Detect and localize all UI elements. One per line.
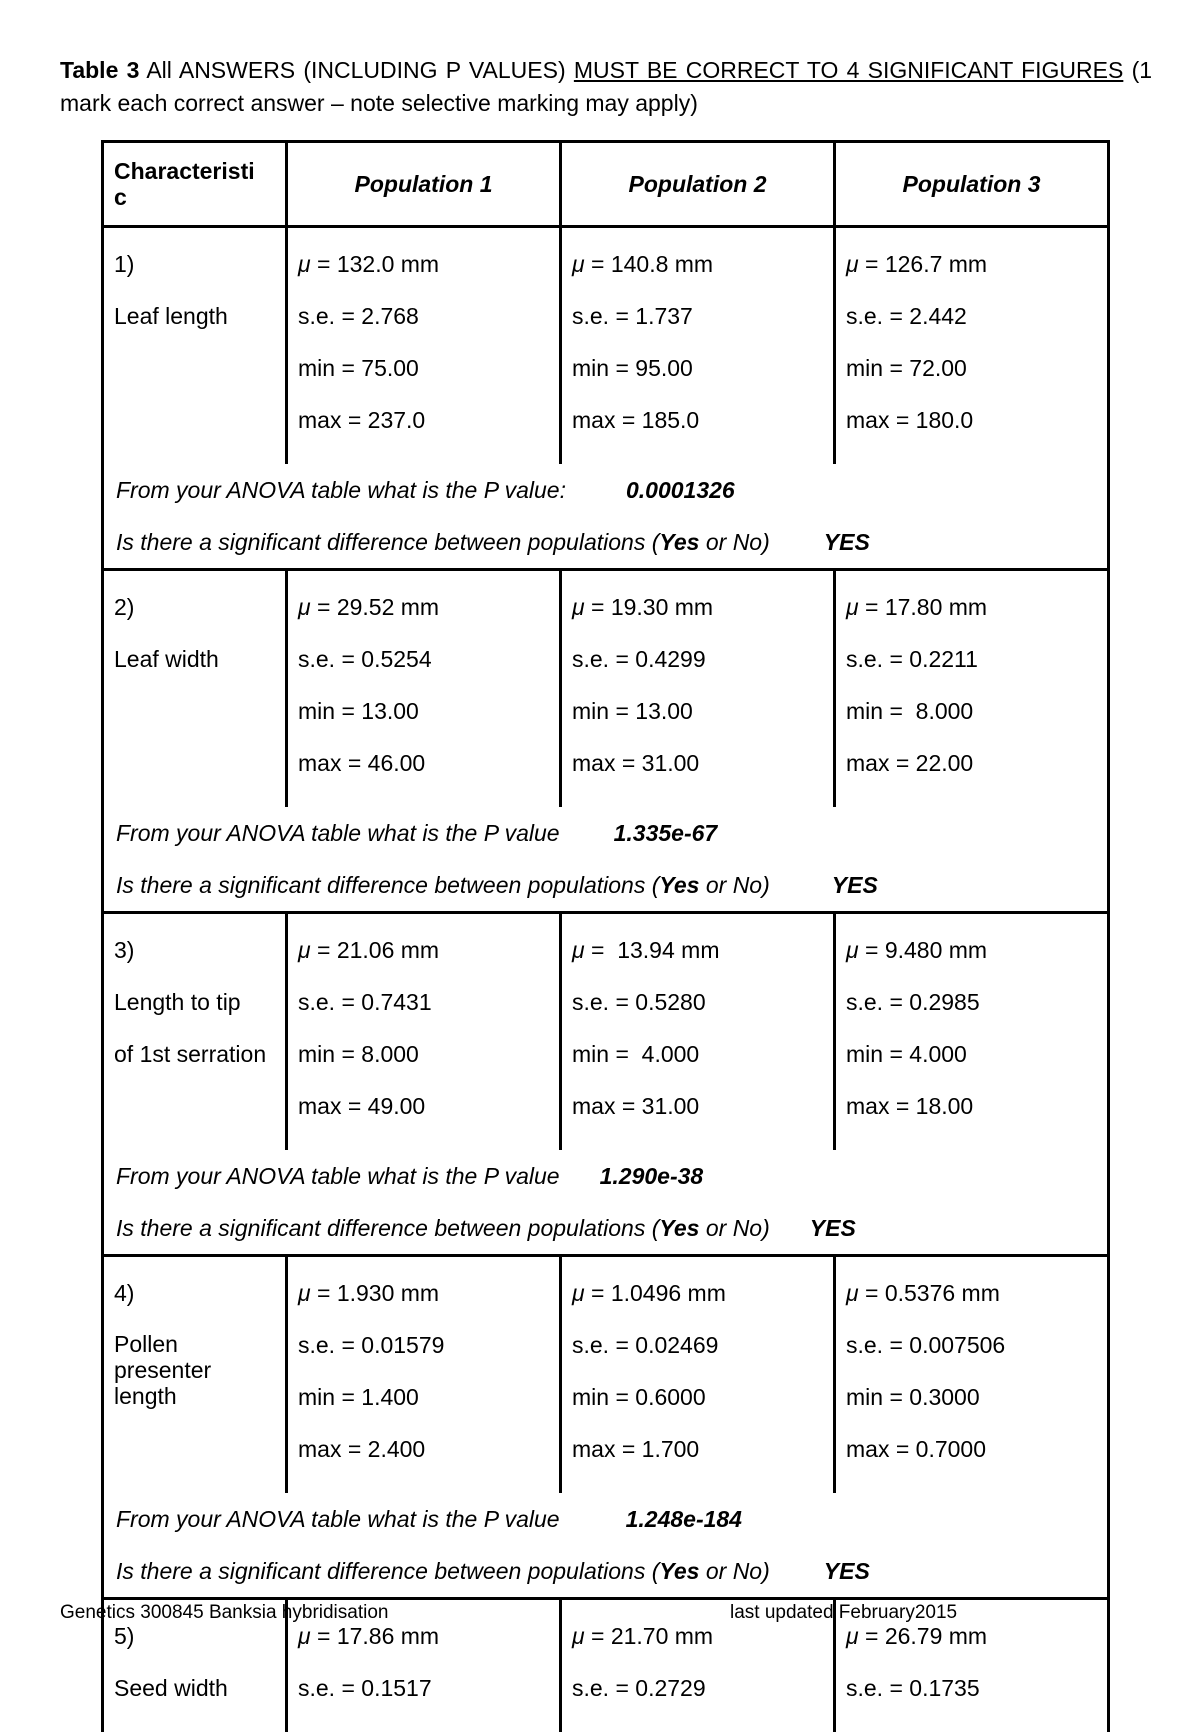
p-value-row bbox=[103, 464, 1109, 516]
mean-value: μ = 1.930 mm bbox=[298, 1279, 549, 1331]
table-row bbox=[103, 570, 1109, 808]
characteristic-cell bbox=[103, 1256, 287, 1494]
significance-question: Is there a significant difference between populations (Yes or No) bbox=[116, 1558, 770, 1584]
mean-value: μ = 21.06 mm bbox=[298, 936, 549, 988]
significance-answer: YES bbox=[824, 1558, 870, 1584]
se-value: s.e. = 0.2985 bbox=[846, 988, 1097, 1040]
characteristic-cell bbox=[103, 913, 287, 1151]
results-table bbox=[101, 140, 1110, 1732]
characteristic-number: 1) bbox=[114, 250, 275, 302]
max-value: max = 31.00 bbox=[572, 1092, 823, 1144]
caption-intro: All ANSWERS (INCLUDING P VALUES) bbox=[139, 57, 573, 83]
mean-value: μ = 140.8 mm bbox=[572, 250, 823, 302]
se-value: s.e. = 1.737 bbox=[572, 302, 823, 354]
characteristic-name-line2: presenter bbox=[114, 1357, 275, 1383]
max-value: max = 46.00 bbox=[298, 749, 549, 801]
characteristic-number: 5) bbox=[114, 1622, 275, 1674]
p-value-question: From your ANOVA table what is the P value bbox=[116, 1163, 560, 1189]
min-value: min = 8.000 bbox=[298, 1040, 549, 1092]
population-3-cell bbox=[835, 1256, 1109, 1494]
characteristic-name: Seed width bbox=[114, 1674, 275, 1726]
p-value-row bbox=[103, 1150, 1109, 1202]
mean-value: μ = 17.86 mm bbox=[298, 1622, 549, 1674]
se-value: s.e. = 0.1735 bbox=[846, 1674, 1097, 1726]
significance-question: Is there a significant difference between populations (Yes or No) bbox=[116, 872, 770, 898]
max-value: max = 0.7000 bbox=[846, 1435, 1097, 1487]
caption-underlined: MUST BE CORRECT TO 4 SIGNIFICANT FIGURES bbox=[574, 57, 1123, 83]
characteristic-number: 4) bbox=[114, 1279, 275, 1331]
max-value: max = 237.0 bbox=[298, 406, 549, 458]
significance-answer: YES bbox=[824, 529, 870, 555]
population-2-cell bbox=[561, 913, 835, 1151]
max-value: max = 2.400 bbox=[298, 1435, 549, 1487]
p-value-question: From your ANOVA table what is the P value bbox=[116, 820, 560, 846]
max-value: max = 180.0 bbox=[846, 406, 1097, 458]
characteristic-name-line1: Length to tip bbox=[114, 988, 275, 1040]
characteristic-name: Leaf length bbox=[114, 302, 275, 354]
min-value: min = 4.000 bbox=[572, 1040, 823, 1092]
se-value: s.e. = 0.4299 bbox=[572, 645, 823, 697]
characteristic-cell bbox=[103, 570, 287, 808]
significance-answer: YES bbox=[832, 872, 878, 898]
max-value: max = 18.00 bbox=[846, 1092, 1097, 1144]
mean-value: μ = 26.79 mm bbox=[846, 1622, 1097, 1674]
min-value: min = 75.00 bbox=[298, 354, 549, 406]
table-row bbox=[103, 227, 1109, 465]
significance-row bbox=[103, 1202, 1109, 1256]
characteristic-name-line2: of 1st serration bbox=[114, 1040, 275, 1092]
mean-value: μ = 29.52 mm bbox=[298, 593, 549, 645]
mean-value: μ = 132.0 mm bbox=[298, 250, 549, 302]
min-value: min = 95.00 bbox=[572, 354, 823, 406]
se-value: s.e. = 0.02469 bbox=[572, 1331, 823, 1383]
p-value-answer: 1.335e-67 bbox=[614, 820, 718, 846]
significance-row bbox=[103, 1545, 1109, 1599]
max-value: max = 49.00 bbox=[298, 1092, 549, 1144]
significance-question: Is there a significant difference between populations (Yes or No) bbox=[116, 1215, 770, 1241]
max-value: max = 185.0 bbox=[572, 406, 823, 458]
p-value-answer: 0.0001326 bbox=[626, 477, 735, 503]
p-value-row bbox=[103, 1493, 1109, 1545]
mean-value: μ = 1.0496 mm bbox=[572, 1279, 823, 1331]
se-value: s.e. = 0.007506 bbox=[846, 1331, 1097, 1383]
se-value: s.e. = 0.5254 bbox=[298, 645, 549, 697]
footer-updated: last updated February2015 bbox=[730, 1602, 957, 1624]
population-2-cell bbox=[561, 570, 835, 808]
population-3-cell bbox=[835, 227, 1109, 465]
se-value: s.e. = 0.1517 bbox=[298, 1674, 549, 1726]
p-value-question: From your ANOVA table what is the P value bbox=[116, 1506, 560, 1532]
characteristic-name-line3: length bbox=[114, 1383, 275, 1409]
mean-value: μ = 17.80 mm bbox=[846, 593, 1097, 645]
mean-value: μ = 21.70 mm bbox=[572, 1622, 823, 1674]
header-characteristic: Characteristi c bbox=[103, 142, 287, 227]
table-row bbox=[103, 1256, 1109, 1494]
table-label: Table 3 bbox=[60, 57, 139, 83]
min-value: min = 1.400 bbox=[298, 1383, 549, 1435]
population-3-cell bbox=[835, 913, 1109, 1151]
footer-course: Genetics 300845 Banksia hybridisation bbox=[60, 1602, 388, 1624]
min-value: min = 72.00 bbox=[846, 354, 1097, 406]
table-caption bbox=[60, 54, 1152, 120]
characteristic-number: 2) bbox=[114, 593, 275, 645]
min-value: min = 8.000 bbox=[846, 697, 1097, 749]
characteristic-name-line1: Pollen bbox=[114, 1331, 275, 1357]
characteristic-name: Leaf width bbox=[114, 645, 275, 697]
se-value: s.e. = 2.768 bbox=[298, 302, 549, 354]
significance-row bbox=[103, 859, 1109, 913]
header-population-2: Population 2 bbox=[561, 142, 835, 227]
min-value: min = 4.000 bbox=[846, 1040, 1097, 1092]
min-value: min = 0.6000 bbox=[572, 1383, 823, 1435]
significance-question: Is there a significant difference between populations (Yes or No) bbox=[116, 529, 770, 555]
mean-value: μ = 19.30 mm bbox=[572, 593, 823, 645]
population-3-cell bbox=[835, 570, 1109, 808]
header-population-1: Population 1 bbox=[287, 142, 561, 227]
population-1-cell bbox=[287, 570, 561, 808]
se-value: s.e. = 0.2211 bbox=[846, 645, 1097, 697]
p-value-answer: 1.248e-184 bbox=[626, 1506, 742, 1532]
population-1-cell bbox=[287, 913, 561, 1151]
max-value: max = 1.700 bbox=[572, 1435, 823, 1487]
min-value: min = 0.3000 bbox=[846, 1383, 1097, 1435]
se-value: s.e. = 0.2729 bbox=[572, 1674, 823, 1726]
mean-value: μ = 126.7 mm bbox=[846, 250, 1097, 302]
p-value-row bbox=[103, 807, 1109, 859]
population-1-cell bbox=[287, 227, 561, 465]
table-header-row bbox=[103, 142, 1109, 227]
max-value: max = 31.00 bbox=[572, 749, 823, 801]
se-value: s.e. = 0.5280 bbox=[572, 988, 823, 1040]
min-value: min = 13.00 bbox=[298, 697, 549, 749]
population-2-cell bbox=[561, 1256, 835, 1494]
caption-rest: (1 mark each correct answer – note selective marking may apply) bbox=[60, 57, 1152, 116]
se-value: s.e. = 0.01579 bbox=[298, 1331, 549, 1383]
min-value: min = 13.00 bbox=[572, 697, 823, 749]
mean-value: μ = 13.94 mm bbox=[572, 936, 823, 988]
characteristic-number: 3) bbox=[114, 936, 275, 988]
characteristic-cell bbox=[103, 227, 287, 465]
se-value: s.e. = 2.442 bbox=[846, 302, 1097, 354]
mean-value: μ = 9.480 mm bbox=[846, 936, 1097, 988]
population-1-cell bbox=[287, 1256, 561, 1494]
population-2-cell bbox=[561, 227, 835, 465]
significance-answer: YES bbox=[810, 1215, 856, 1241]
header-population-3: Population 3 bbox=[835, 142, 1109, 227]
p-value-question: From your ANOVA table what is the P value: bbox=[116, 477, 566, 503]
se-value: s.e. = 0.7431 bbox=[298, 988, 549, 1040]
mean-value: μ = 0.5376 mm bbox=[846, 1279, 1097, 1331]
table-row bbox=[103, 913, 1109, 1151]
max-value: max = 22.00 bbox=[846, 749, 1097, 801]
p-value-answer: 1.290e-38 bbox=[600, 1163, 704, 1189]
significance-row bbox=[103, 516, 1109, 570]
